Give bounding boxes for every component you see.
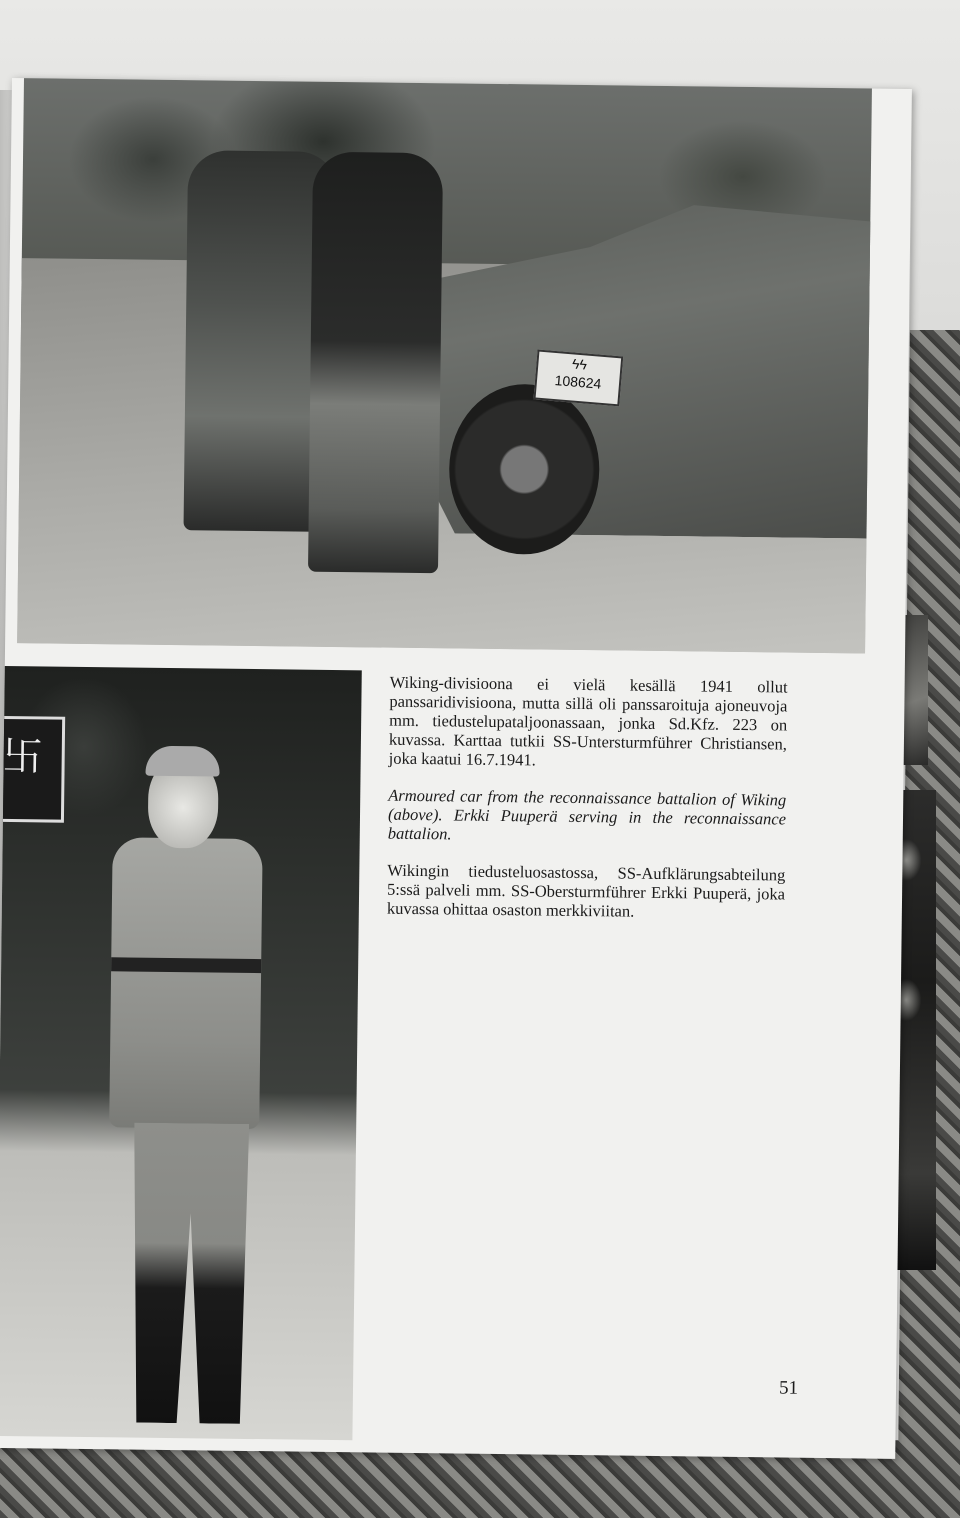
book-page [0,78,912,1459]
sign-symbol: 卐 [2,733,43,781]
soldier-body [109,837,263,1129]
unit-sign [0,716,65,823]
armoured-car-photo [17,78,872,653]
soldier-legs [131,1123,250,1424]
walking-soldier-photo [0,666,362,1440]
caption-finnish-1: Wiking-divisioona ei vielä kesällä 1941 ollut panssaridivisioona, mutta sillä oli panssaroituja ajoneuvoja mm. tiedustelupataljoonassaan, jonka Sd.Kfz. 223 on kuvassa. Karttaa tutkii SS-Untersturmführer Christiansen, joka kaatui 16.7.1941. [388,672,788,770]
soldier-cap [145,746,219,777]
plate-line-1: ϟϟ [571,355,588,373]
caption-finnish-2: Wikingin tiedusteluosastossa, SS-Aufklärungsabteilung 5:ssä palveli mm. SS-Obersturmführer Erkki Puuperä, joka kuvassa ohittaa osaston merkkiviitan. [386,860,786,921]
caption-block [387,673,788,941]
soldier-belt [111,957,261,973]
plate-line-2: 108624 [554,372,602,392]
officer-reading-map [308,152,443,574]
page-number: 51 [778,1377,799,1399]
license-plate [533,350,623,407]
caption-english: Armoured car from the reconnaissance battalion of Wiking (above). Erkki Puuperä serving in the reconnaissance battalion. [387,785,787,844]
